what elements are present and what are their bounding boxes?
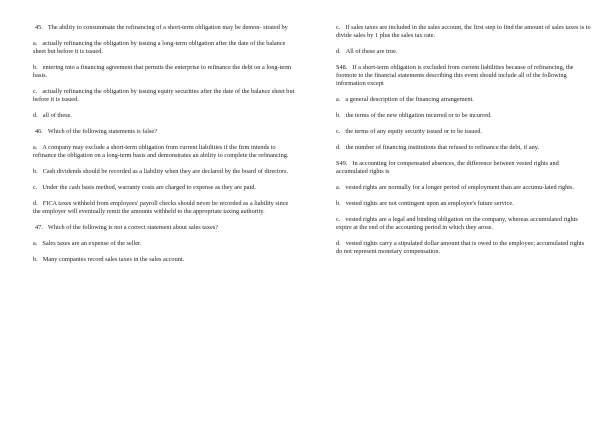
option-47c: c. If sales taxes are included in the sales account, the first step to find the amount of sales taxes is to divide sales by 1 plus the sales tax rate.: [336, 24, 591, 39]
option-46b: b. Cash dividends should be recorded as a liability when they are declared by the board of directors.: [33, 168, 289, 175]
question-s49: S49. In accounting for compensated absences, the difference between vested rights and accumulated rights is: [336, 160, 559, 175]
option-45b: b. entering into a financing agreement that permits the enterprise to refinance the debt on a long-term basis.: [33, 64, 292, 79]
option-47b: b. Many companies record sales taxes in the sales account.: [33, 256, 185, 263]
option-s49c: c. vested rights are a legal and binding obligation on the company, whereas accumulated rights expire at the end of the accounting period in which they arose.: [336, 216, 578, 231]
option-47a: a. Sales taxes are an expense of the seller.: [33, 240, 142, 247]
left-column: [33, 24, 295, 272]
option-s48a: a. a general description of the financing arrangement.: [336, 96, 474, 103]
option-45d: d. all of these.: [33, 112, 72, 119]
option-s48d: d. the number of financing institutions that refused to refinance the debt, if any.: [336, 144, 540, 151]
option-46c: c. Under the cash basis method, warranty costs are charged to expense as they are paid.: [33, 184, 256, 191]
option-s48c: c. the terms of any equity security issued or to be issued.: [336, 128, 482, 135]
right-column: [336, 24, 592, 264]
option-47d: d. All of these are true.: [336, 48, 398, 55]
option-s48b: b. the terms of the new obligation incurred or to be incurred.: [336, 112, 492, 119]
question-46: 46. Which of the following statements is false?: [35, 128, 157, 135]
question-s48: S48. If a short-term obligation is excluded from current liabilities because of refinancing, the footnote to the financial statements describing this event should include all of the following information except: [336, 64, 574, 87]
option-s49a: a. vested rights are normally for a longer period of employment than are accumu-lated rights.: [336, 184, 575, 191]
option-s49b: b. vested rights are not contingent upon an employee's future service.: [336, 200, 514, 207]
question-47: 47. Which of the following is not a correct statement about sales taxes?: [35, 224, 219, 231]
option-46d: d. FICA taxes withheld from employees' payroll checks should never be recorded as a liability since the employer will eventually remit the amounts withheld to the appropriate taxing authority.: [33, 200, 289, 215]
question-45: 45. The ability to consummate the refinancing of a short-term obligation may be demon- strated by: [35, 24, 288, 31]
option-46a: a. A company may exclude a short-term obligation from current liabilities if the firm intends to refinance the obligation on a long-term basis and demonstrates an ability to complete the refinancing.: [33, 144, 289, 159]
option-45a: a. actually refinancing the obligation by issuing a long-term obligation after the date of the balance sheet but before it is issued.: [33, 40, 286, 55]
option-45c: c. actually refinancing the obligation by issuing equity securities after the date of the balance sheet but before it is issued.: [33, 88, 295, 103]
option-s49d: d. vested rights carry a stipulated dollar amount that is owed to the employee; accumulated rights do not represent monetary compensation.: [336, 240, 585, 255]
